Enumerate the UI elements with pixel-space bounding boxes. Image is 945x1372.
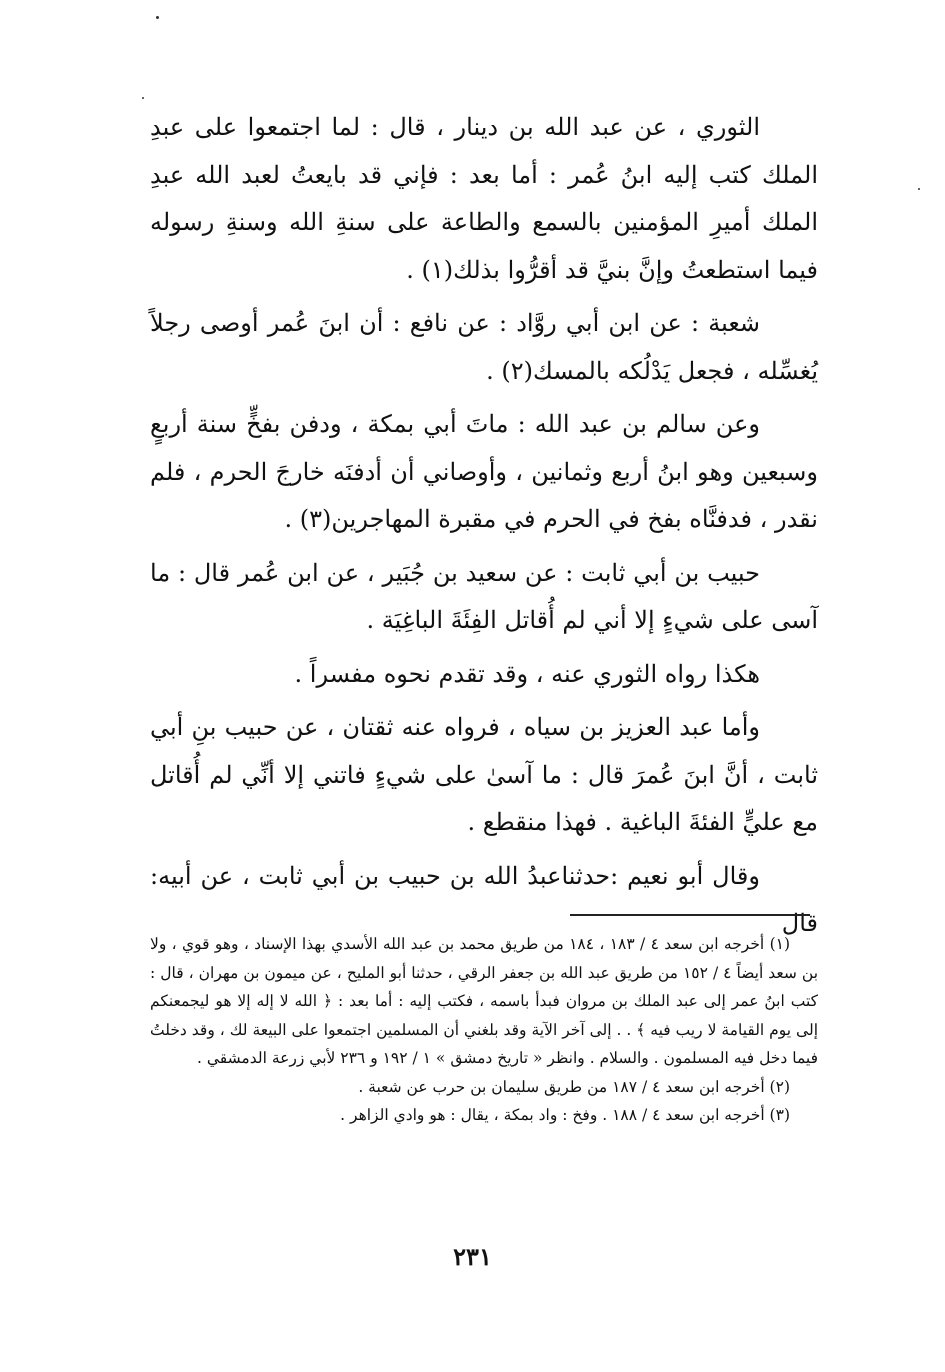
footnote: (٣) أخرجه ابن سعد ٤ / ١٨٨ . وفخ : واد بمكة ، يقال : هو وادي الزاهر . [340, 1106, 790, 1124]
paragraph: الثوري ، عن عبد الله بن دينار ، قال : لما اجتمعوا على عبدِ الملك كتب إليه ابنُ عُمر : أما بعد : فإني قد بايعتُ لعبد الله عبدِ الملك أميرِ المؤمنين بالسمع والطاعة على سنةِ الله وسنةِ رسوله فيما استطعتُ وإنَّ بنيَّ قد أقرُّوا بذلك(١) . [150, 113, 818, 284]
page-number: ٢٣١ [453, 1242, 492, 1271]
footnote: (١) أخرجه ابن سعد ٤ / ١٨٣ ، ١٨٤ من طريق محمد بن عبد الله الأسدي بهذا الإسناد ، وهو قوي ، ولا بن سعد أيضاً ٤ / ١٥٢ من طريق عبد الله بن جعفر الرقي ، حدثنا أبو المليح ، عن ميمون بن مهران ، قال : كتب ابنُ عمر إلى عبد الملك بن مروان فبدأ باسمه ، فكتب إليه : أما بعد : ﴿ الله لا إله إلا هو ليجمعنكم إلى يوم القيامة لا ريب فيه ﴾ . . إلى آخر الآية وقد بلغني أن المسلمين اجتمعوا على البيعة لك ، وقد دخلتُ فيما دخل فيه المسلمون . والسلام . وانظر « تاريخ دمشق » ١ / ١٩٢ و ٢٣٦ لأبي زرعة الدمشقي . [150, 935, 819, 1067]
footnote-separator [570, 914, 810, 916]
scan-speck [156, 16, 159, 19]
footnote: (٢) أخرجه ابن سعد ٤ / ١٨٧ من طريق سليمان بن حرب عن شعبة . [358, 1077, 790, 1096]
paragraph: وقال أبو نعيم :حدثناعبدُ الله بن حبيب بن أبي ثابت ، عن أبيه: قال [150, 861, 818, 937]
paragraph: حبيب بن أبي ثابت : عن سعيد بن جُبَير ، عن ابن عُمر قال : ما آسى على شيءٍ إلا أني لم أُقاتل الفِئَةَ الباغِيَة . [150, 558, 818, 634]
scan-speck [142, 97, 144, 99]
paragraph: وعن سالم بن عبد الله : ماتَ أبي بمكة ، ودفن بفخٍّ سنة أربعٍ وسبعين وهو ابنُ أربع وثمانين ، وأوصاني أن أدفنَه خارجَ الحرم ، فلم نقدر ، فدفنَّاه بفخ في الحرم في مقبرة المهاجرين(٣) . [150, 410, 818, 533]
footnotes [150, 930, 818, 1130]
main-text [150, 104, 818, 948]
paragraph: شعبة : عن ابن أبي روَّاد : عن نافع : أن ابنَ عُمر أوصى رجلاً يُغسِّله ، فجعل يَدْلُكه بالمسك(٢) . [150, 309, 818, 385]
paragraph: وأما عبد العزيز بن سياه ، فرواه عنه ثقتان ، عن حبيب بنِ أبي ثابت ، أنَّ ابنَ عُمرَ قال : ما آسىٰ على شيءٍ فاتني إلا أنِّي لم أُقاتل مع عليٍّ الفئةَ الباغية . فهذا منقطع . [150, 713, 818, 836]
scan-speck [918, 188, 920, 190]
paragraph: هكذا رواه الثوري عنه ، وقد تقدم نحوه مفسراً . [294, 659, 760, 688]
